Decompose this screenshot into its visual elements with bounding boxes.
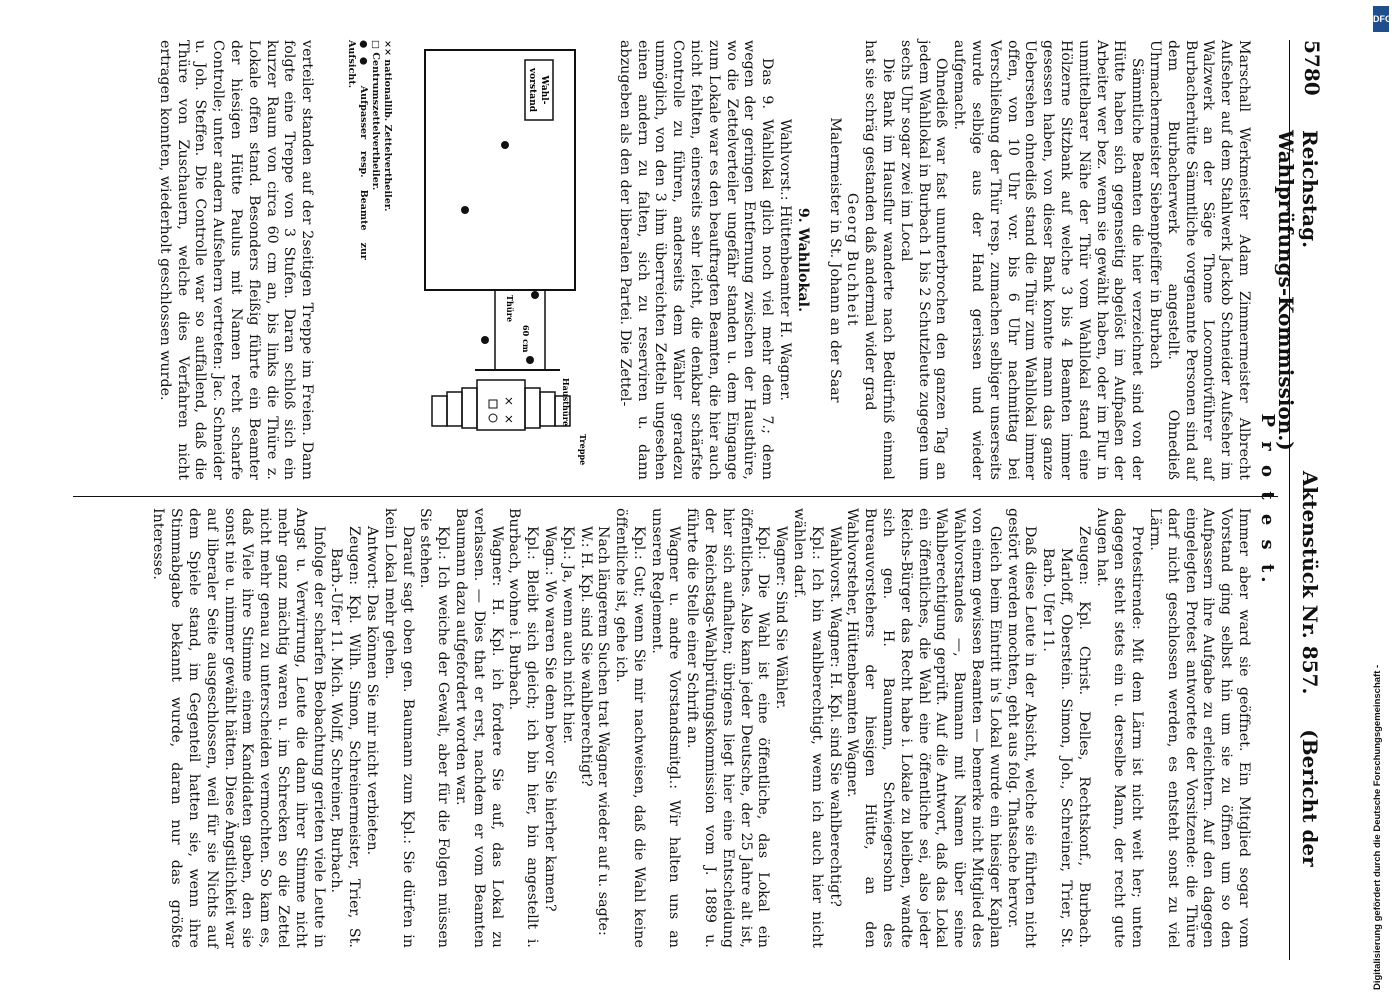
signature-name: Georg Buchheit (844, 192, 861, 328)
wahlvorstand-label-2: vorstand (527, 67, 538, 113)
left-column (155, 40, 1252, 480)
right-paragraph: Kpl.: Ich weiche der Gewalt, aber für die Folgen müssen Sie stehen. (417, 508, 452, 948)
column-separator (73, 496, 1278, 497)
nationallib-marker: × (502, 396, 517, 407)
right-paragraph: Kpl.: Gut; wenn Sie mir nachweisen, daß die Wahl keine öffentliche ist, gehe ich. (613, 508, 647, 948)
section-9-title: 9. Wahllokal. (794, 207, 811, 313)
centrum-marker (489, 414, 497, 422)
left-paragraph: Das 9. Wahllokal glich noch viel mehr dem 7.; denn wegen der geringen Entfernung zwischen der Hausthüre, wo die Zettelverteiler ungefähr standen u. dem Eingange zum Lokale war es den beauftragten Beamten, die hier auch nicht fehlten, einerseits sehr leicht, die denkbar schärfste Controlle zu führen, anderseits dem Wähler geradezu unmöglich, von den 3 ihm überreichten Zetteln ungesehen einen andern zu falten, sich zu reserviren u. dann abzugeben als den der liberalen Partei. Die Zettel- (616, 40, 776, 480)
thuere-label: Thüre (505, 295, 516, 323)
right-paragraph: Wagner u. andre Vorstandsmitgl.: Wir halten uns an unseren Reglement. (648, 508, 683, 948)
header-right-title: (Bericht der Wahlprüfungs-Kommission.) (1274, 130, 1322, 867)
60cm-label: 60 cm (521, 325, 532, 353)
hausthuere-label: Hausthüre (561, 378, 572, 427)
digitization-imprint: Digitalisierung gefördert durch die Deutsche Forschungsgemeinschaft - (1372, 664, 1383, 990)
header-left-title: Reichstag. (1298, 130, 1322, 249)
document-page (40, 40, 1330, 960)
diagram-legend (345, 40, 393, 260)
right-paragraph: Zeugen: Kpl. Christ. Delles, Rechtskonf., Burbach. Marloff, Oberstein. Simon, Joh., Schreiner, Trier, St. Barb. Ufer 11. (1040, 526, 1092, 948)
right-paragraph: W.: H. Kpl. sind Sie wahlberechtigt? (577, 526, 594, 787)
nationallib-marker: × (502, 414, 517, 425)
right-paragraph: Wagner: Sind Sie Wähler. (773, 526, 790, 710)
centrum-marker (489, 400, 497, 408)
aufpasser-marker (526, 356, 534, 364)
right-column (149, 508, 1252, 948)
left-paragraph: verteiler standen auf der 2seitigen Treppe im Freien. Dann folgte eine Treppe von 3 Stufen. Daran schloß sich ein kurzer Raum von circa 60 cm an, bis links die Thüre z. Lokale offen stand. Besonders fleißig führte ein Beamter der hiesigen Hütte Paulus mit Namen recht scharfe Controlle; unter andern Aufsehern vertreten: Jac. Schneider u. Joh. Steffen. Die Controlle war so auffallend, daß die Thüre von Zuschauern, welche dies Verfahren nicht ertragen konnten, wiederholt geschlossen wurde. (156, 40, 316, 480)
right-paragraph: Kpl.: Ich bin wahlberechtigt, wenn ich auch hier nicht wählen darf. (791, 508, 825, 948)
left-paragraph: Sämmtliche Beamten die hier verzeichnet sind von der Hütte haben sich gegenseitig abgelöst im Aufpaßen der Arbeiter wer bez. wenn sie gewählt haben, oder im Flur in unmittelbarer Nähe der Thür vom Wahllokal stand eine Hölzerne Sitzbank auf welche 3 bis 4 Beamten immer gesessen haben, von dieser Bank konnte mann das ganze Uebersehen ohnedieß stand die Thür zum Wahllokal immer offen, von 10 Uhr vor. bis 6 Uhr nachmittag bei Verschließung der Thür resp. zumachen selbiger unserseits wurde selbige aus der Hand gerissen und wieder aufgemacht. (951, 40, 1146, 480)
right-paragraph: Kpl.: Die Wahl ist eine öffentliche, das Lokal ein öffentliches. Also kann jeder Deutsche, der 25 Jahre alt ist, hier sich aufhalten; übrigens liegt hier eine Entscheidung der Reichstags-Wahlprüfungskommission vom J. 1889 u. führte die Stelle einer Schrift an. (684, 508, 772, 948)
aufpasser-marker (481, 336, 489, 344)
wahlvorstand-label-1: Wahl- (539, 75, 550, 105)
header-center-title: Aktenstück Nr. 857. (1298, 470, 1322, 695)
right-paragraph: Wahlvorst. Wagner: H. Kpl. sind Sie wahlberechtigt? (826, 526, 843, 907)
page-number: 5780 (1300, 40, 1324, 96)
right-paragraph: Darauf sagt oben gen. Baumann zum Kpl.: Sie dürfen in kein Lokal mehr gehen. (381, 508, 416, 948)
aufpasser-marker (531, 291, 539, 299)
right-paragraph: Nach längerem Suchen trat Wagner wieder auf u. sagte: (595, 526, 612, 936)
right-paragraph: Kpl.: Ja, wenn auch nicht hier. (559, 526, 576, 745)
right-paragraph: Antwort: Das können Sie mir nicht verbieten. (363, 526, 380, 856)
right-paragraph: Kpl.: Bleibt sich gleich; ich bin hier, bin angestellt i. Burbach, wohne i. Burbach. (506, 508, 541, 948)
right-paragraph: Daß diese Leute in der Absicht, welche sie führten nicht gestört werden mochten, geht aus folg. Thatsache hervor. (1004, 508, 1039, 948)
aufpasser-marker (501, 141, 509, 149)
floor-plan-diagram (315, 40, 615, 480)
header-title (1274, 130, 1322, 960)
right-paragraph: Infolge der scharfen Beobachtung gerieten viele Leute in Angst u. Verwirrung, Leute die dann ihrer Stimme nicht mehr ganz mächtig waren u. im Schrecken so die Zettel nicht mehr genau zu unterscheiden vermochten. So kam es, daß Viele ihre Stimme einem Kandidaten gaben, den sie sonst nie u. nimmer gewählt hätten. Diese Ängstlichkeit war auf liberaler Seite ausgeschlossen, weil für sie Nichts auf dem Spiele stand, im Gegenteil hatten sie, wenn ihre Stimmabgabe bekannt wurde, daran nur das größte Interesse. (150, 508, 327, 948)
legend-item: □ Centrumszettelvertheiler. (370, 40, 382, 191)
left-paragraph: Marschall Werkmeister Adam Zimmermeister Albrecht Aufseher auf dem Stahlwerk Jackob Schneider Aufseher im Walzwerk an der Säge Thome Locomotivführer auf Burbacherhütte Sämmtliche vorgenannte Personen sind auf dem Burbacherwerk angestellt. Ohnedieß Uhrmachermeister Siebenpfeiffer in Burbach (1147, 40, 1252, 480)
right-paragraph: Gleich beim Eintritt in's Lokal wurde ein hiesiger Kaplan von einem gewissen Beamten — bemerke nicht Mitglied des Wahlvorstandes —, Baumann mit Namen über seine Wahlberechtigung geprüft. Auf die Antwort, daß das Lokal ein öffentliches, die Wahl eine öffentliche sei, also jeder Reichs-Bürger das Recht habe i. Lokale zu bleiben, wandte sich gen. H. Baumann, Schwiegersohn des Bureauvorstehers der hiesigen Hütte, an den Wahlvorsteher, Hüttenbeamten Wagner. (844, 508, 1003, 948)
section-title: P r o t e s t. (1257, 413, 1278, 587)
right-paragraph: Immer aber ward sie geöffnet. Ein Mitglied sogar vom Vorstand ging selbst hin um sie zu öffnen um so den Aufpassern ihre Aufgabe zu erleichtern. Auf den dagegen eingelegten Protest antwortete der Vorsitzende: die Thüre darf nicht geschlossen werden, es entsteht sonst zu viel Lärm. (1147, 508, 1252, 948)
staircase (432, 380, 570, 430)
page-header (1274, 40, 1330, 960)
treppe-label: Treppe (578, 434, 589, 466)
right-paragraph: Wagner: H. Kpl. ich fordere Sie auf, das Lokal zu verlassen. — Dies that er erst, nachdem er vom Beamten Baumann dazu aufgefordert worden war. (452, 508, 505, 948)
left-paragraph: Die Bank im Hausflur wanderte nach Bedürfniß einmal hat sie schräg gestanden daß andermal wider grad (862, 40, 897, 480)
right-paragraph: Zeugen: Kpl. Wilh. Simon, Schreinermeister, Trier, St. Barb.-Ufer 11. Mich. Wolff, Schreiner, Burbach. (328, 526, 363, 948)
section-9-subtitle: Wahlvorst.: Hüttenbeamter H. Wagner. (777, 118, 794, 402)
right-paragraph: Wagn.: Wo waren Sie denn bevor Sie hierher kamen? (541, 526, 558, 912)
left-paragraph: Ohnedieß war fast ununterbrochen den ganzen Tag an jedem Wahllokal in Burbach 1 bis 2 Schutzleute zugegen um sechs Uhr sogar zwei im Local (897, 40, 950, 480)
right-paragraph: Protestirende: Mit dem Lärm ist nicht weit her; unten dagegen steht stets ein u. derselbe Mann, der recht gute Augen hat. (1093, 508, 1146, 948)
legend-item: ×× nationallib. Zettelvertheiler. (382, 40, 394, 212)
dfg-logo: DFG (1373, 6, 1389, 32)
legend-item: ●● Aufpasser resp. Beamte zur Aufsicht. (346, 40, 370, 260)
aufpasser-marker (461, 206, 469, 214)
signature-role: Malermeister in St. Johann an der Saar (826, 117, 843, 403)
